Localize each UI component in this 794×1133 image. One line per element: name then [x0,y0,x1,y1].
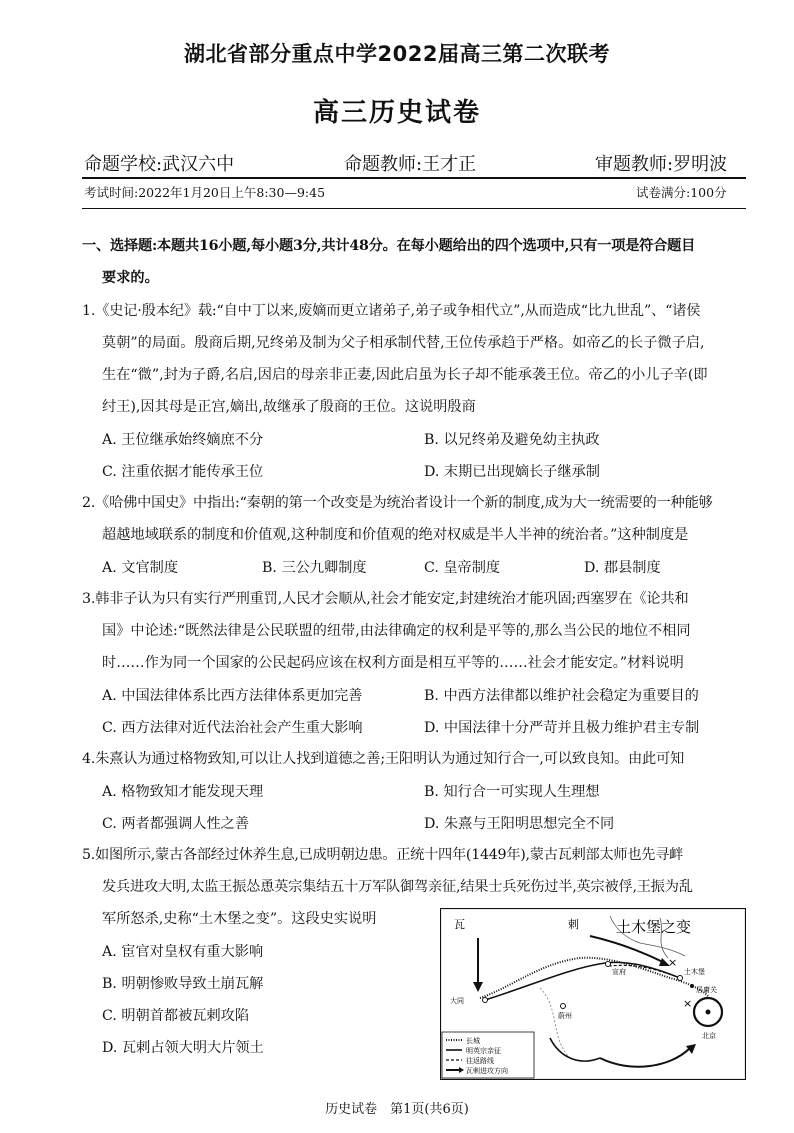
q2-option-a: A. 文官制度 [102,560,179,576]
city-marker [561,1004,566,1009]
city-marker [606,962,611,967]
battle-cross-icon: × [683,997,693,1010]
q4-option-b: B. 知行合一可实现人生理想 [424,784,600,800]
tumu-crisis-map [440,908,746,1080]
city-datong: 大同 [450,997,464,1005]
q5-line3: 军所怒杀,史称“土木堡之变”。这段史实说明 [102,911,377,927]
q3-option-b: B. 中西方法律都以维护社会稳定为重要目的 [424,688,699,704]
q1-line1: 1.《史记·殷本纪》载:“自中丁以来,废嫡而更立诸弟子,弟子或争相代立”,从而造成“比九世乱”、“诸侯 [82,303,701,319]
section-heading-line2: 要求的。 [102,270,159,286]
q1-option-a: A. 王位继承始终嫡庶不分 [102,432,264,448]
q5-option-d: D. 瓦剌占领大明大片领土 [102,1040,264,1056]
legend-ming-route: 明英宗亲征 [466,1047,501,1055]
city-marker [678,976,683,981]
q3-option-d: D. 中国法律十分严苛并且极力维护君主专制 [424,720,700,736]
author-label: 命题教师:王才正 [344,154,477,175]
header-rule-thin [82,208,746,209]
q5-line1: 5.如图所示,蒙古各部经过休养生息,已成明朝边患。正统十四年(1449年),蒙古瓦剌部太师也先寻衅 [82,847,684,863]
q3-line2: 国》中论述:“既然法律是公民联盟的纽带,由法律确定的权利是平等的,那么当公民的地位不相同 [102,623,691,639]
q5-option-a: A. 宦官对皇权有重大影响 [102,944,264,960]
beijing-dot [706,1010,711,1015]
map-region-wa: 瓦 [454,918,465,931]
section-heading-line1: 一、选择题:本题共16小题,每小题3分,共计48分。在每小题给出的四个选项中,只有一项是符合题目 [82,238,696,254]
city-yuzhou: 蔚州 [558,1012,572,1020]
q3-option-c: C. 西方法律对近代法治社会产生重大影响 [102,720,363,736]
q4-option-a: A. 格物致知才能发现天理 [102,784,264,800]
q1-option-d: D. 末期已出现嫡长子继承制 [424,464,600,480]
battle-cross-icon: × [668,956,678,969]
school-label: 命题学校:武汉六中 [84,154,235,175]
page-footer: 历史试卷 第1页(共6页) [325,1102,469,1117]
q4-option-c: C. 两者都强调人性之善 [102,816,250,832]
legend-return-route: 往返路线 [466,1057,494,1065]
q5-option-b: B. 明朝惨败导致土崩瓦解 [102,976,264,992]
city-beijing: 北京 [702,1032,716,1040]
legend-wall: 长城 [466,1037,480,1045]
city-marker [483,998,488,1003]
q5-option-c: C. 明朝首都被瓦剌攻陷 [102,1008,250,1024]
q2-option-c: C. 皇帝制度 [424,560,501,576]
q3-line3: 时……作为同一个国家的公民起码应该在权利方面是相互平等的……社会才能安定。”材料说明 [102,655,684,671]
q1-line3: 生在“微”,封为子爵,名启,因启的母亲非正妻,因此启虽为长子却不能承袭王位。帝乙的小儿子辛(即 [102,367,708,383]
full-score: 试卷满分:100分 [636,185,727,200]
exam-time: 考试时间:2022年1月20日上午8:30—9:45 [84,185,326,200]
q3-line1: 3.韩非子认为只有实行严刑重罚,人民才会顺从,社会才能安定,封建统治才能巩固;西塞罗在《论共和 [82,591,689,607]
q4-option-d: D. 朱熹与王阳明思想完全不同 [424,816,615,832]
legend-wala-route: 瓦剌进攻方向 [466,1067,508,1075]
q5-line2: 发兵进攻大明,太监王振怂恿英宗集结五十万军队御驾亲征,结果士兵死伤过半,英宗被俘,王振为乱 [102,879,693,895]
q1-line4: 纣王),因其母是正宫,嫡出,故继承了殷商的王位。这说明殷商 [102,399,476,415]
reviewer-label: 审题教师:罗明波 [595,154,728,175]
city-marker [690,984,694,988]
q2-option-b: B. 三公九卿制度 [262,560,367,576]
city-juyongguan: 居庸关 [696,986,717,994]
q4-line1: 4.朱熹认为通过格物致知,可以让人找到道德之善;王阳明认为通过知行合一,可以致良知。由此可知 [82,751,685,767]
q1-line2: 莫朝”的局面。殷商后期,兄终弟及制为父子相承制代替,王位传承趋于严格。如帝乙的长子微子启, [102,335,705,351]
q2-option-d: D. 郡县制度 [584,560,661,576]
map-title: 土木堡之变 [616,918,692,936]
q1-option-c: C. 注重依据才能传承王位 [102,464,264,480]
paper-title: 高三历史试卷 [312,98,481,128]
q3-option-a: A. 中国法律体系比西方法律体系更加完善 [102,688,363,704]
q2-line1: 2.《哈佛中国史》中指出:“秦朝的第一个改变是为统治者设计一个新的制度,成为大一统需要的一种能够 [82,495,713,511]
q1-option-b: B. 以兄终弟及避免幼主执政 [424,432,600,448]
exam-name: 湖北省部分重点中学2022届高三第二次联考 [184,42,610,66]
q2-line2: 超越地域联系的制度和价值观,这种制度和价值观的绝对权威是半人半神的统治者。”这种制度是 [102,527,689,543]
city-xuanfu: 宣府 [612,968,626,976]
city-tumu: 土木堡 [684,968,705,976]
map-region-la: 剌 [568,918,579,931]
header-rule-thick [82,177,746,179]
